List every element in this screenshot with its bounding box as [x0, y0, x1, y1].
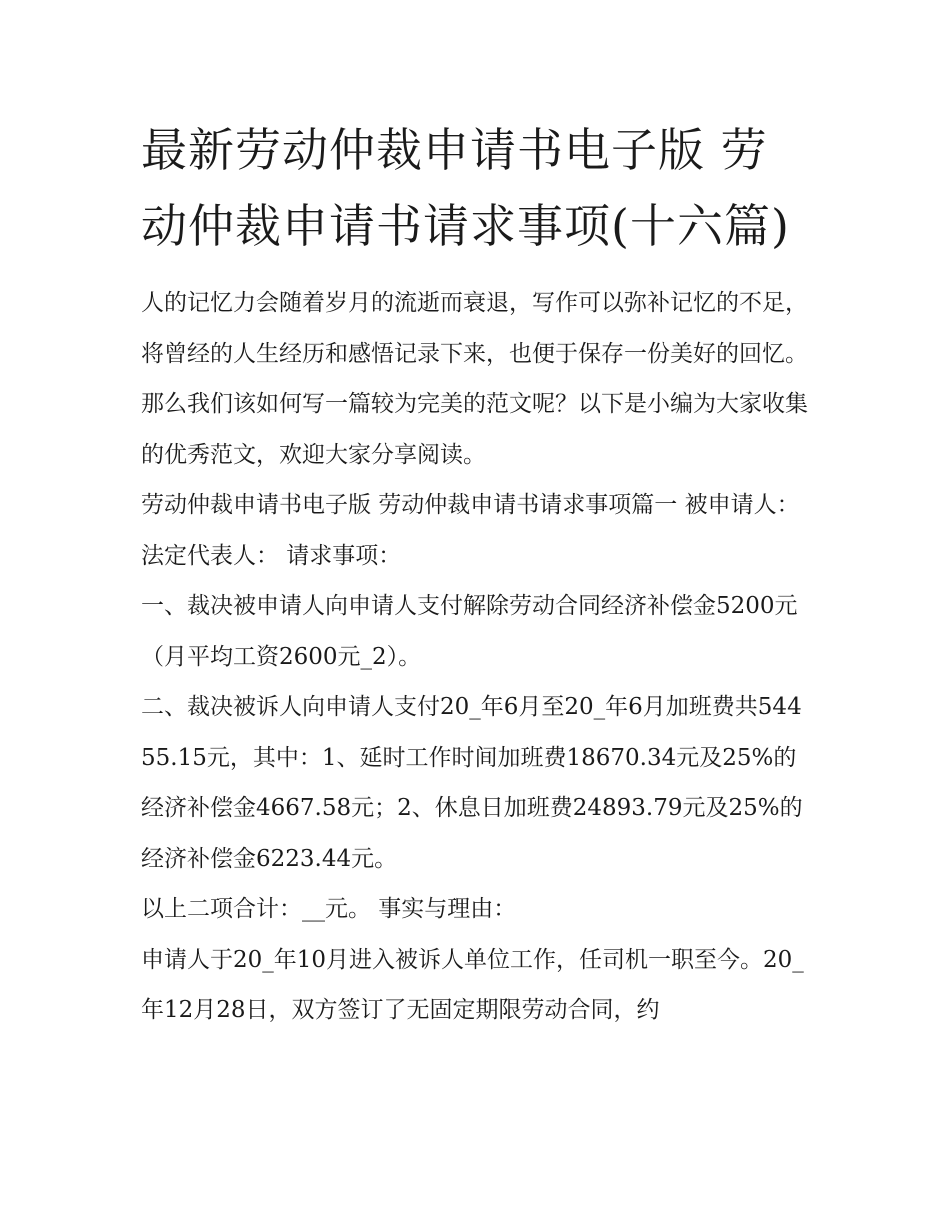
document-body	[141, 278, 813, 1036]
paragraph-intro: 人的记忆力会随着岁月的流逝而衰退，写作可以弥补记忆的不足，将曾经的人生经历和感悟记录下来，也便于保存一份美好的回忆。那么我们该如何写一篇较为完美的范文呢？以下是小编为大家收集的优秀范文，欢迎大家分享阅读。	[141, 290, 808, 468]
paragraph-claim-one: 一、裁决被申请人向申请人支付解除劳动合同经济补偿金5200元（月平均工资2600元_2）。	[141, 593, 798, 670]
document-title: 最新劳动仲裁申请书电子版 劳动仲裁申请书请求事项(十六篇)	[141, 123, 790, 253]
document-page	[141, 112, 813, 1036]
paragraph-facts: 申请人于20_年10月进入被诉人单位工作，任司机一职至今。20_年12月28日，双方签订了无固定期限劳动合同，约	[141, 946, 804, 1023]
paragraph-total: 以上二项合计：__元。 事实与理由：	[141, 896, 517, 922]
paragraph-section-heading: 劳动仲裁申请书电子版 劳动仲裁申请书请求事项篇一 被申请人： 法定代表人： 请求事项：	[141, 492, 800, 569]
paragraph-claim-two: 二、裁决被诉人向申请人支付20_年6月至20_年6月加班费共54455.15元，其中：1、延时工作时间加班费18670.34元及25%的经济补偿金4667.58元；2、休息日加班费24893.79元及25%的经济补偿金6223.44元。	[141, 694, 803, 872]
